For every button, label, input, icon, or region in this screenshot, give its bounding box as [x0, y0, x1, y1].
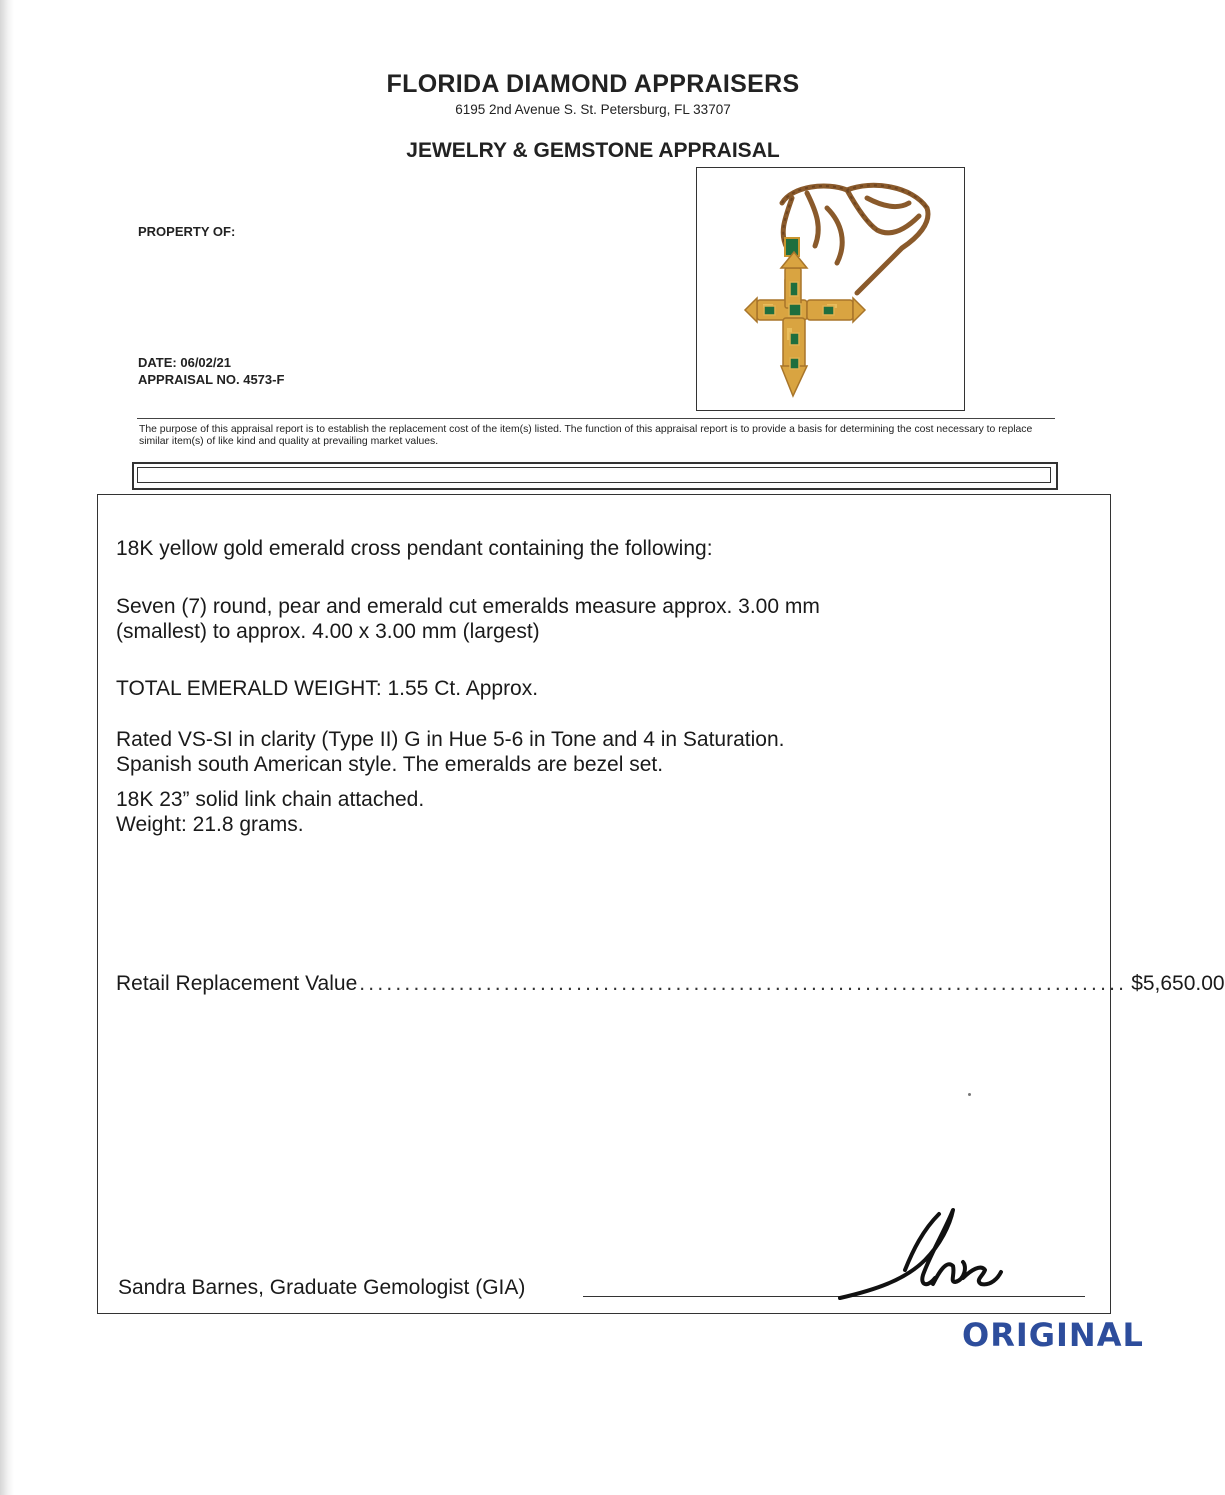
stones-description-line-1: Seven (7) round, pear and emerald cut emeralds measure approx. 3.00 mm [116, 595, 820, 618]
item-photo [696, 167, 965, 411]
stones-description-line-2: (smallest) to approx. 4.00 x 3.00 mm (largest) [116, 620, 540, 643]
divider-rule [137, 418, 1055, 419]
appraisal-number-line: APPRAISAL NO. 4573-F [138, 372, 285, 387]
detail-line: Rated VS-SI in clarity (Type II) G in Hue 5-6 in Tone and 4 in Saturation. [116, 728, 785, 751]
cross-pendant-image [697, 168, 964, 410]
dot-leader: ..................................................................................... [359, 972, 1128, 995]
company-name: FLORIDA DIAMOND APPRAISERS [386, 70, 800, 98]
scan-speck [968, 1093, 971, 1096]
detail-line: Spanish south American style. The emeralds are bezel set. [116, 753, 664, 776]
date-line: DATE: 06/02/21 [138, 355, 231, 370]
detail-line: Weight: 21.8 grams. [116, 813, 304, 836]
original-stamp: ORIGINAL [962, 1316, 1144, 1354]
detail-line: 18K 23” solid link chain attached. [116, 788, 425, 811]
purpose-statement: The purpose of this appraisal report is to establish the replacement cost of the item(s) listed. The function of this appraisal report is to provide a basis for determining the cost necessary to replace similar item(s) of like kind and quality at prevailing market values. [139, 424, 1033, 447]
value-amount: $5,650.00 [1131, 972, 1225, 995]
company-address: 6195 2nd Avenue S. St. Petersburg, FL 33707 [455, 102, 731, 117]
document-title: JEWELRY & GEMSTONE APPRAISAL [406, 139, 780, 162]
property-of-label: PROPERTY OF: [138, 224, 236, 239]
total-emerald-weight: TOTAL EMERALD WEIGHT: 1.55 Ct. Approx. [116, 677, 539, 700]
value-label: Retail Replacement Value [116, 972, 358, 995]
signature-line [583, 1296, 1085, 1297]
decorative-double-bar-inner [137, 467, 1051, 483]
handwritten-signature [835, 1200, 1005, 1310]
appraiser-name: Sandra Barnes, Graduate Gemologist (GIA) [118, 1276, 526, 1299]
item-heading: 18K yellow gold emerald cross pendant containing the following: [116, 537, 713, 560]
scan-edge-shadow [0, 0, 14, 1495]
retail-replacement-value-row [116, 972, 1225, 996]
